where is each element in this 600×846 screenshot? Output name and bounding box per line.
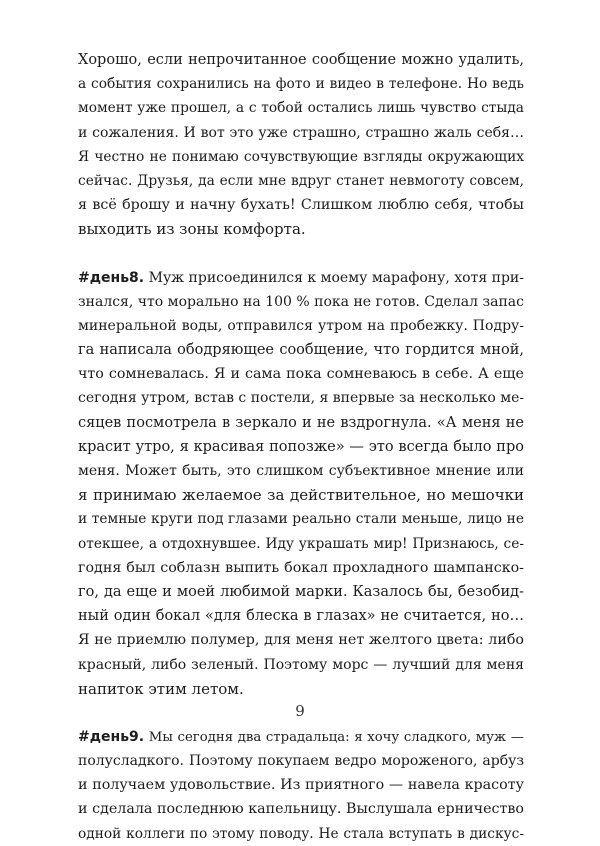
text-line: го, да еще и моей любимой марки. Казалось бы, безобид- <box>78 583 524 600</box>
text-line: ный один бокал «для блеска в глазах» не считается, но… <box>78 608 524 625</box>
text-fragment: Мы сегодня два страдальца: я хочу сладкого, муж — <box>144 729 524 745</box>
paragraph-3 <box>78 725 524 846</box>
text-line: Хорошо, если непрочитанное сообщение можно удалить, <box>78 52 524 68</box>
text-line: и получаем удовольствие. Из приятного — навела красоту <box>78 777 524 794</box>
page-number: 9 <box>295 702 305 720</box>
text-line <box>78 266 524 290</box>
text-line: красный, либо зеленый. Поэтому морс — лучший для меня <box>78 656 524 673</box>
text-line: сейчас. Друзья, да если мне вдруг станет невмоготу совсем, <box>78 172 524 189</box>
text-line: Я не приемлю полумер, для меня нет желтого цвета: либо <box>78 632 524 649</box>
day-tag: #день8. <box>78 269 145 286</box>
text-line: годня был соблазн выпить бокал прохладного шампанско- <box>78 559 524 576</box>
text-line: сегодня утром, встав с постели, я впервые за несколько ме- <box>78 390 525 407</box>
text-line: напиток этим летом. <box>78 679 244 698</box>
paragraph-2 <box>78 266 524 701</box>
text-line <box>78 725 524 749</box>
text-line: что сомневалась. Я и сама пока сомневаюсь в себе. А еще <box>78 366 524 383</box>
paragraph-1 <box>78 48 524 242</box>
text-line: сяцев посмотрела в зеркало и не вздрогнула. «А меня не <box>78 414 524 431</box>
book-page-text <box>78 48 524 846</box>
text-line: момент уже прошел, а с тобой остались лишь чувство стыда <box>78 100 524 117</box>
text-line: я принимаю желаемое за действительное, но мешочки <box>78 486 524 505</box>
text-line: выходить из зоны комфорта. <box>78 220 306 239</box>
text-line: меня. Может быть, это слишком субъективное мнение или <box>78 463 524 479</box>
text-line: и темные круги под глазами реально стали меньше, лицо не <box>78 511 524 528</box>
text-fragment: Муж присоединился к моему марафону, хотя при- <box>144 269 524 286</box>
text-line: а события сохранились на фото и видео в телефоне. Но ведь <box>78 76 524 93</box>
text-line: Я честно не понимаю сочувствующие взгляды окружающих <box>78 148 524 165</box>
text-line: полусладкого. Поэтому покупаем ведро мороженого, арбуз <box>78 753 524 770</box>
day-tag: #день9. <box>78 728 145 745</box>
text-line: и сожаления. И вот это уже страшно, страшно жаль себя… <box>78 124 524 141</box>
text-line: знался, что морально на 100 % пока не готов. Сделал запас <box>78 293 524 310</box>
text-line: га написала ободряющее сообщение, что гордится мной, <box>78 342 524 359</box>
text-line: минеральной воды, отправился утром на пробежку. Подру- <box>78 317 524 334</box>
paragraph-gap <box>78 242 524 266</box>
text-line: я всё брошу и начну бухать! Слишком люблю себя, чтобы <box>78 197 524 214</box>
text-line: отекшее, а отдохнувшее. Иду украшать мир! Признаюсь, се- <box>78 535 524 552</box>
text-line: и сделала последнюю капельницу. Выслушала ерничество <box>78 801 524 818</box>
text-line: красит утро, я красивая попозже» — это всегда было про <box>78 438 524 455</box>
text-line: одной коллеги по этому поводу. Не стала вступать в дискус- <box>78 825 524 842</box>
